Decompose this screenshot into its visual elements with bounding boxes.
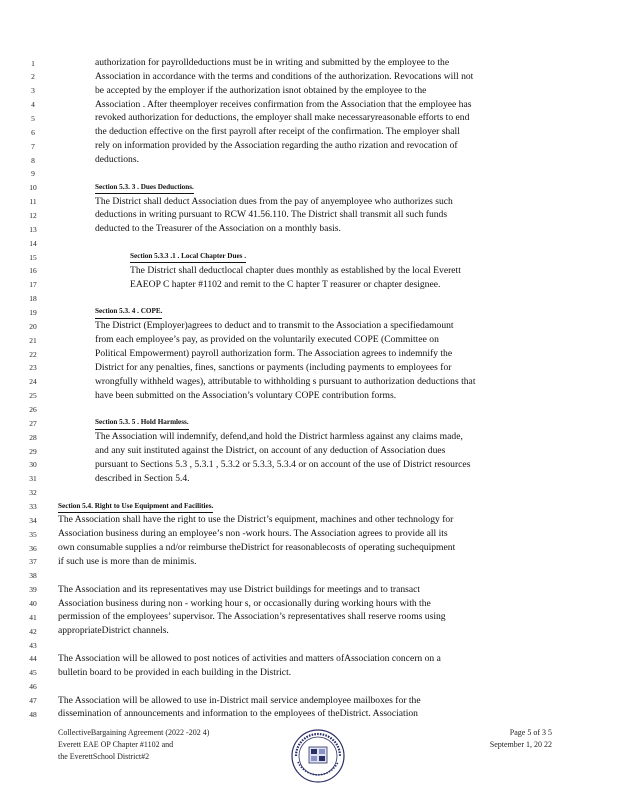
line-number: 46 <box>29 682 37 692</box>
text-line: have been submitted on the Association’s voluntary COPE contribution forms. <box>95 389 397 401</box>
line-number: 8 <box>31 155 35 165</box>
text-line: from each employee’s pay, as provided on the voluntarily executed COPE (Committee on <box>95 334 439 346</box>
footer-chapter: Everett EAE OP Chapter #1102 and <box>58 740 174 749</box>
line-number: 24 <box>29 377 37 387</box>
line-number: 2 <box>31 72 35 82</box>
line-number: 44 <box>29 654 37 664</box>
line-number: 1 <box>31 58 35 68</box>
text-line: be accepted by the employer if the authorization isnot obtained by the employee to the <box>95 84 427 96</box>
association-seal-icon <box>290 728 346 784</box>
line-number: 43 <box>29 640 37 650</box>
section-heading: Section 5.4. Right to Use Equipment and Facilities. <box>58 503 213 513</box>
line-number: 39 <box>29 585 37 595</box>
line-number: 42 <box>29 626 37 636</box>
text-line: the deduction effective on the first payroll after receipt of the confirmation. The employer shall <box>95 126 460 138</box>
text-line: permission of the employees’ supervisor. The Association’s representatives shall reserve rooms using <box>58 611 446 623</box>
section-heading: Section 5.3.3 .1 . Local Chapter Dues . <box>130 253 246 263</box>
text-line: pursuant to Sections 5.3 , 5.3.1 , 5.3.2 or 5.3.3, 5.3.4 or on account of the use of District resources <box>95 458 471 470</box>
text-line: described in Section 5.4. <box>95 472 190 484</box>
line-number: 37 <box>29 557 37 567</box>
line-number: 41 <box>29 612 37 622</box>
line-number: 10 <box>29 183 37 193</box>
text-line: Political Empowerment) payroll authorization form. The Association agrees to indemnify the <box>95 348 453 360</box>
text-line: The Association will be allowed to post notices of activities and matters ofAssociation concern on a <box>58 652 441 664</box>
line-number: 26 <box>29 405 37 414</box>
line-number: 21 <box>29 335 37 345</box>
line-number: 25 <box>29 391 37 401</box>
line-number: 20 <box>29 321 37 331</box>
line-number: 45 <box>29 668 37 678</box>
text-line: bulletin board to be provided in each building in the District. <box>58 666 292 678</box>
text-line: appropriateDistrict channels. <box>58 625 169 637</box>
text-line: and any suit instituted against the District, on account of any deduction of Association dues <box>95 445 446 457</box>
text-line: own consumable supplies a nd/or reimburse theDistrict for reasonablecosts of operating suchequipment <box>58 542 456 554</box>
text-line: The Association will indemnify, defend,and hold the District harmless against any claims made, <box>95 431 463 443</box>
line-number: 15 <box>29 252 37 262</box>
footer-page-number: Page 5 of 3 5 <box>509 728 552 737</box>
line-number: 16 <box>29 266 37 276</box>
line-number: 4 <box>31 100 35 110</box>
line-number: 48 <box>29 709 37 719</box>
text-line: Association business during non - working hour s, or occasionally during working hours with the <box>58 597 431 609</box>
text-line: The District (Employer)agrees to deduct and to transmit to the Association a specifiedamount <box>95 320 454 332</box>
line-number: 35 <box>29 529 37 539</box>
text-line: rely on information provided by the Association regarding the autho rization and revocation of <box>95 140 458 152</box>
text-line: revoked authorization for deductions, the employer shall make necessaryreasonable efforts to end <box>95 112 470 124</box>
line-number: 22 <box>29 349 37 359</box>
line-number: 34 <box>29 515 37 525</box>
text-line: wrongfully withheld wages), attributable to withholding s pursuant to authorization deductions that <box>95 375 476 387</box>
line-number: 40 <box>29 599 37 609</box>
line-number: 27 <box>29 418 37 428</box>
line-number: 32 <box>29 488 37 498</box>
line-number: 13 <box>29 224 37 234</box>
text-line: The District shall deductlocal chapter dues monthly as established by the local Everett <box>130 264 461 276</box>
section-heading: Section 5.3. 5 . Hold Harmless. <box>95 419 189 429</box>
line-number: 23 <box>29 363 37 373</box>
section-heading: Section 5.3. 3 . Dues Deductions. <box>95 184 194 194</box>
line-number: 17 <box>29 280 37 290</box>
line-number: 36 <box>29 543 37 553</box>
text-line: deductions in writing pursuant to RCW 41.56.110. The District shall transmit all such funds <box>95 209 448 221</box>
footer-district: the EverettSchool District#2 <box>58 752 150 761</box>
text-line: Association business during an employee’s non -work hours. The Association agrees to provide all its <box>58 528 448 540</box>
line-number: 33 <box>29 502 37 512</box>
line-number: 47 <box>29 696 37 706</box>
line-number: 29 <box>29 446 37 456</box>
text-line: District for any penalties, fines, sanctions or payments (including payments to employees for <box>95 361 452 373</box>
text-line: The Association shall have the right to use the District’s equipment, machines and other technology for <box>58 514 454 526</box>
line-number: 3 <box>31 86 35 96</box>
line-number: 18 <box>29 294 37 304</box>
line-number: 38 <box>29 571 37 581</box>
text-line: dissemination of announcements and information to the employees of theDistrict. Association <box>58 708 418 720</box>
line-number: 6 <box>31 127 35 137</box>
text-line: The Association will be allowed to use in-District mail service andemployee mailboxes for the <box>58 694 421 706</box>
text-line: The District shall deduct Association dues from the pay of anyemployee who authorizes such <box>95 195 453 207</box>
line-number: 30 <box>29 460 37 470</box>
line-number: 14 <box>29 238 37 248</box>
footer-date: September 1, 20 22 <box>489 740 552 749</box>
text-line: The Association and its representatives may use District buildings for meetings and to transact <box>58 583 421 595</box>
text-line: EAEOP C hapter #1102 and remit to the C hapter T reasurer or chapter designee. <box>130 278 441 290</box>
line-number: 11 <box>29 197 37 207</box>
line-number: 12 <box>29 210 37 220</box>
section-heading: Section 5.3. 4 . COPE. <box>95 308 162 318</box>
line-number: 31 <box>29 474 37 484</box>
line-number: 5 <box>31 113 35 123</box>
text-line: deductions. <box>95 154 139 166</box>
text-line: authorization for payrolldeductions must be in writing and submitted by the employee to the <box>95 57 450 68</box>
text-line: deducted to the Treasurer of the Association on a monthly basis. <box>95 223 341 235</box>
text-line: Association in accordance with the terms and conditions of the authorization. Revocations will not <box>95 70 474 82</box>
text-line: Association . After theemployer receives confirmation from the Association that the employee has <box>95 98 472 110</box>
line-number: 9 <box>31 169 35 179</box>
line-number: 28 <box>29 432 37 442</box>
line-number: 19 <box>29 307 37 317</box>
footer-agreement-title: CollectiveBargaining Agreement (2022 -202 4) <box>58 728 210 737</box>
line-number: 7 <box>31 141 35 151</box>
text-line: if such use is more than de minimis. <box>58 555 197 567</box>
